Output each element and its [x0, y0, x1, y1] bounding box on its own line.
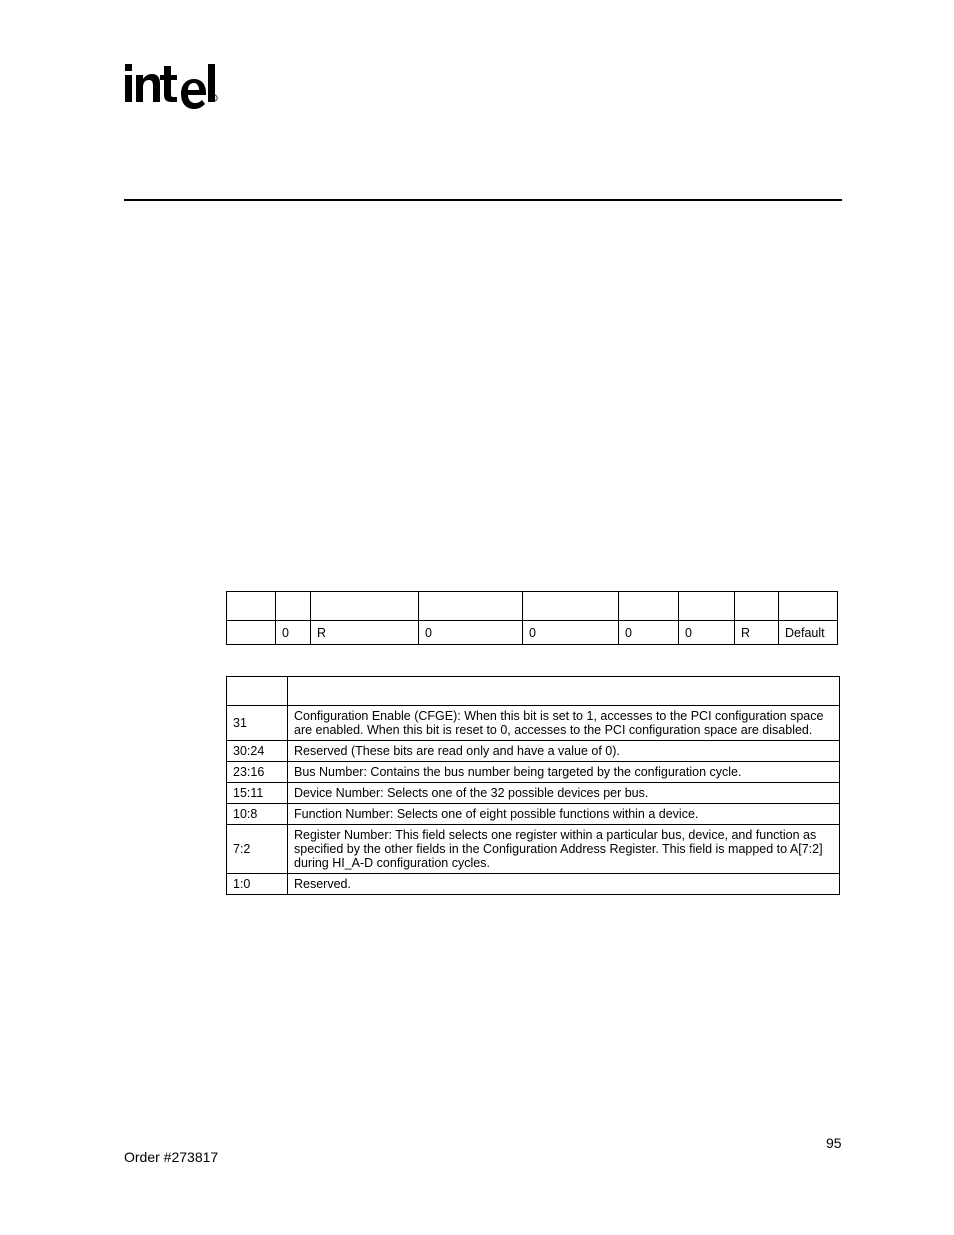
bit-table-value-cell: 0 — [523, 621, 619, 645]
table-row — [227, 762, 840, 783]
table-row — [227, 783, 840, 804]
bits-cell: 7:2 — [227, 825, 288, 874]
bits-cell: 23:16 — [227, 762, 288, 783]
bit-table-value-cell: 0 — [619, 621, 679, 645]
table-row — [227, 706, 840, 741]
description-cell: Device Number: Selects one of the 32 possible devices per bus. — [288, 783, 840, 804]
bit-table-header-cell — [779, 592, 838, 621]
bit-description-table — [226, 676, 840, 895]
description-cell: Bus Number: Contains the bus number being targeted by the configuration cycle. — [288, 762, 840, 783]
description-cell: Function Number: Selects one of eight possible functions within a device. — [288, 804, 840, 825]
bit-table-header-cell — [227, 592, 276, 621]
bit-table-value-cell: Default — [779, 621, 838, 645]
bit-table-value-cell: 0 — [276, 621, 311, 645]
bit-table-header-cell — [311, 592, 419, 621]
bit-table-header-cell — [276, 592, 311, 621]
bit-table-header-row — [227, 592, 838, 621]
description-cell: Configuration Enable (CFGE): When this bit is set to 1, accesses to the PCI configuration space are enabled. When this bit is reset to 0, accesses to the PCI configuration space are disabled. — [288, 706, 840, 741]
header-rule — [124, 199, 842, 201]
bit-table-value-cell: 0 — [679, 621, 735, 645]
bits-cell: 30:24 — [227, 741, 288, 762]
bit-table-header-cell — [619, 592, 679, 621]
intel-logo — [122, 58, 222, 118]
description-cell: Reserved. — [288, 874, 840, 895]
bit-table-value-cell: R — [735, 621, 779, 645]
bit-table-header-cell — [523, 592, 619, 621]
bit-table-value-cell: 0 — [419, 621, 523, 645]
desc-table-header-cell — [227, 677, 288, 706]
bit-table-header-cell — [419, 592, 523, 621]
page-number: 95 — [826, 1135, 842, 1151]
bits-cell: 31 — [227, 706, 288, 741]
bit-table-header-cell — [679, 592, 735, 621]
order-number: Order #273817 — [124, 1149, 219, 1165]
description-cell: Register Number: This field selects one register within a particular bus, device, and function as specified by the other fields in the Configuration Address Register. This field is mapped to A[7:2] during HI_A-D configuration cycles. — [288, 825, 840, 874]
table-row — [227, 804, 840, 825]
description-cell: Reserved (These bits are read only and have a value of 0). — [288, 741, 840, 762]
table-row — [227, 874, 840, 895]
register-bit-table — [226, 591, 838, 645]
svg-text:R: R — [212, 95, 216, 101]
bits-cell: 1:0 — [227, 874, 288, 895]
desc-table-header-row — [227, 677, 840, 706]
table-row — [227, 741, 840, 762]
bit-table-header-cell — [735, 592, 779, 621]
bit-table-value-row — [227, 621, 838, 645]
table-row — [227, 825, 840, 874]
bit-table-value-cell: R — [311, 621, 419, 645]
bit-table-value-cell — [227, 621, 276, 645]
bits-cell: 10:8 — [227, 804, 288, 825]
desc-table-header-cell — [288, 677, 840, 706]
bits-cell: 15:11 — [227, 783, 288, 804]
